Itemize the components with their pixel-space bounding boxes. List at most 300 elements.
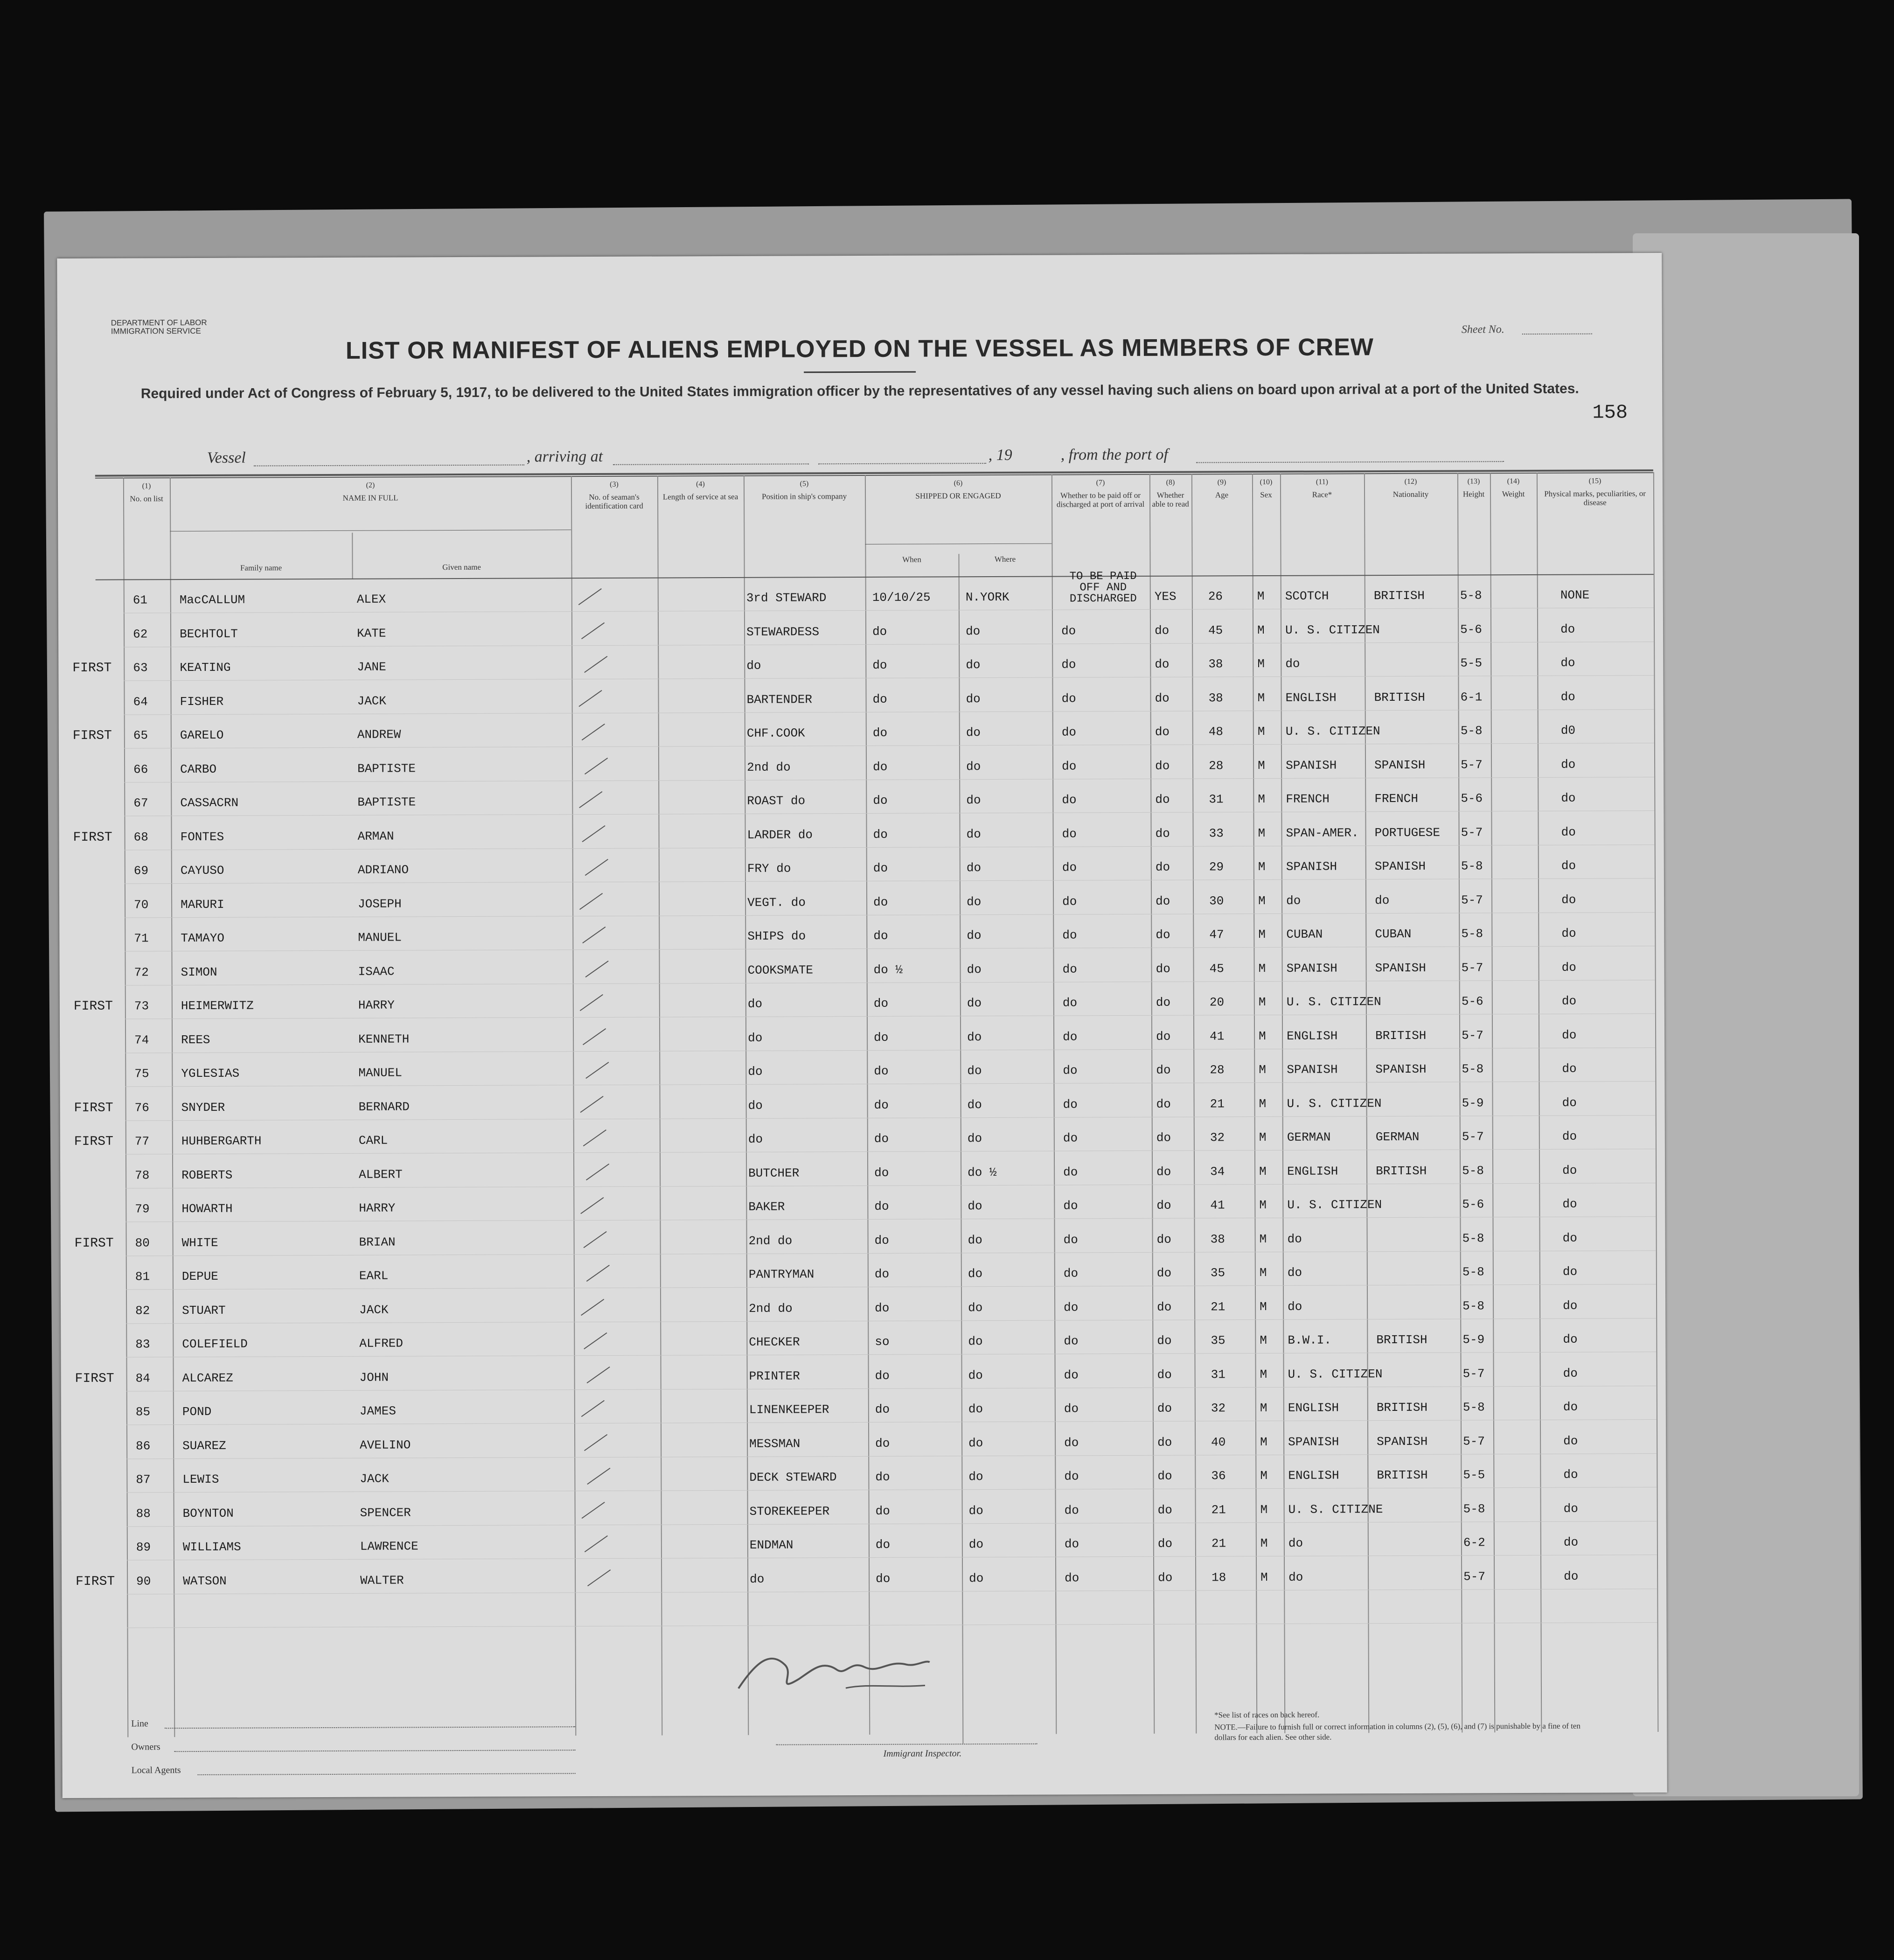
height-cell: 5-7 (1461, 757, 1483, 772)
family-name-cell: KEATING (180, 660, 231, 675)
given-name-cell: BERNARD (358, 1099, 410, 1114)
row-guide (124, 743, 1654, 748)
row-guide (126, 1284, 1656, 1290)
able-to-read-cell: do (1157, 1300, 1172, 1314)
race-cell: SPAN-AMER. (1286, 825, 1359, 840)
paid-off-cell: do (1064, 1503, 1079, 1517)
nationality-cell: SPANISH (1374, 859, 1426, 874)
when-cell: do (874, 1267, 890, 1281)
family-name-cell: MacCALLUM (179, 593, 245, 607)
where-cell: do (966, 861, 982, 875)
position-cell: PRINTER (749, 1368, 800, 1383)
row-guide (126, 1487, 1657, 1493)
height-cell: 5-8 (1462, 1163, 1484, 1178)
height-cell: 5-6 (1461, 994, 1483, 1009)
column-subheader: Where (994, 554, 1016, 564)
column-number: (7) (1096, 479, 1105, 487)
age-cell: 47 (1209, 928, 1224, 942)
row-guide (125, 1216, 1656, 1222)
given-name-cell: ISAAC (358, 964, 395, 979)
age-cell: 20 (1209, 995, 1225, 1010)
paid-off-cell: do (1064, 1537, 1079, 1551)
sex-cell: M (1259, 1164, 1267, 1179)
given-name-cell: ANDREW (357, 727, 401, 742)
column-divider (1051, 474, 1057, 1734)
where-cell: do (968, 1503, 983, 1518)
family-name-cell: BOYNTON (182, 1506, 234, 1521)
from-port-field (1196, 461, 1504, 463)
able-to-read-cell: do (1156, 894, 1170, 908)
height-cell: 5-8 (1462, 1062, 1484, 1076)
column-number: (10) (1260, 478, 1273, 487)
footer-line-field (165, 1726, 575, 1729)
race-cell: U. S. CITIZEN (1287, 1096, 1382, 1111)
sex-cell: M (1259, 1029, 1266, 1043)
position-cell: CHECKER (749, 1335, 800, 1349)
paid-off-cell: do (1062, 860, 1077, 875)
physical-marks-cell: do (1563, 1434, 1578, 1448)
given-name-cell: CARL (358, 1133, 388, 1148)
when-cell: do (875, 1504, 890, 1518)
family-name-cell: COLEFIELD (182, 1337, 248, 1352)
checkmark (583, 1028, 606, 1045)
row-guide (127, 1622, 1657, 1628)
physical-marks-cell: do (1563, 1501, 1578, 1516)
able-to-read-cell: YES (1154, 589, 1177, 604)
age-cell: 34 (1210, 1164, 1225, 1179)
row-guide (126, 1250, 1656, 1256)
able-to-read-cell: do (1156, 1232, 1171, 1247)
column-number: (14) (1507, 477, 1520, 486)
physical-marks-cell: do (1562, 1095, 1577, 1110)
row-guide (126, 1453, 1657, 1459)
row-guide (125, 1081, 1655, 1087)
race-cell: U. S. CITIZEN (1286, 995, 1381, 1009)
paid-off-cell: do (1061, 691, 1076, 706)
able-to-read-cell: do (1157, 1435, 1172, 1450)
when-cell: 10/10/25 (872, 590, 931, 605)
date-field (818, 463, 986, 464)
race-cell: ENGLISH (1287, 1164, 1338, 1179)
paid-off-cell: do (1062, 962, 1077, 976)
physical-marks-cell: do (1562, 1061, 1577, 1076)
where-cell: do (966, 725, 981, 740)
able-to-read-cell: do (1155, 725, 1170, 739)
sex-cell: M (1260, 1570, 1268, 1584)
physical-marks-cell: do (1561, 825, 1576, 839)
given-name-cell: SPENCER (360, 1505, 411, 1520)
sex-cell: M (1260, 1435, 1267, 1449)
when-cell: do (874, 1233, 889, 1248)
paid-off-cell: do (1063, 1199, 1078, 1213)
year-label: , 19 (988, 446, 1012, 464)
height-cell: 5-7 (1462, 1366, 1485, 1381)
able-to-read-cell: do (1154, 623, 1170, 638)
position-cell: do (746, 658, 761, 673)
race-cell: SCOTCH (1285, 589, 1329, 603)
physical-marks-cell: do (1564, 1569, 1579, 1583)
checkmark (579, 893, 603, 909)
family-name-cell: GARELO (180, 728, 224, 743)
list-number-cell: 61 (132, 593, 148, 607)
nationality-cell: CUBAN (1375, 927, 1412, 942)
nationality-cell: BRITISH (1376, 1400, 1428, 1415)
paid-off-cell: do (1064, 1300, 1079, 1314)
row-guide (127, 1555, 1657, 1560)
header-bottom-rule (96, 574, 1654, 580)
height-cell: 5-6 (1462, 1197, 1484, 1212)
age-cell: 45 (1209, 961, 1224, 976)
given-name-cell: JOHN (359, 1370, 389, 1385)
list-number-cell: 66 (133, 762, 148, 776)
row-guide (125, 1115, 1656, 1121)
position-cell: DECK STEWARD (749, 1470, 837, 1485)
name-sub-rule (170, 530, 571, 531)
position-cell: CHF.COOK (746, 726, 805, 740)
column-header: Physical marks, peculiarities, or disease (1544, 489, 1646, 507)
sex-cell: M (1257, 724, 1265, 739)
nationality-cell: BRITISH (1374, 690, 1425, 704)
given-name-cell: ALFRED (359, 1336, 404, 1351)
list-number-cell: 86 (136, 1438, 151, 1453)
where-cell: do (968, 1267, 983, 1281)
list-number-cell: 77 (134, 1134, 150, 1149)
checkmark (578, 588, 602, 605)
row-guide (125, 912, 1655, 918)
given-name-cell: JACK (357, 694, 387, 708)
nationality-cell: PORTUGESE (1374, 825, 1441, 840)
position-cell: FRY do (747, 861, 791, 876)
name-subdivider (352, 533, 353, 579)
when-cell: do (875, 1301, 890, 1315)
position-cell: do (747, 997, 763, 1011)
age-cell: 45 (1208, 623, 1223, 637)
race-cell: U. S. CITIZEN (1287, 1198, 1382, 1212)
position-cell: ENDMAN (749, 1538, 794, 1552)
given-name-cell: HARRY (358, 998, 395, 1012)
physical-marks-cell: do (1563, 1366, 1578, 1381)
where-cell: do (967, 1131, 982, 1146)
family-name-cell: SUAREZ (182, 1438, 226, 1453)
checkmark (585, 1062, 609, 1079)
checkmark (585, 757, 608, 774)
race-cell: do (1285, 656, 1300, 671)
margin-annotation: FIRST (72, 661, 112, 676)
when-cell: do (873, 793, 888, 808)
height-cell: 5-7 (1463, 1434, 1485, 1449)
list-number-cell: 72 (134, 965, 149, 979)
physical-marks-cell: do (1563, 1400, 1578, 1414)
given-name-cell: JANE (357, 660, 386, 674)
column-number: (5) (800, 480, 809, 488)
able-to-read-cell: do (1156, 1130, 1171, 1145)
physical-marks-cell: do (1560, 656, 1575, 670)
able-to-read-cell: do (1155, 792, 1170, 807)
ship-subdivider (958, 554, 963, 1744)
paid-off-cell: do (1063, 1165, 1078, 1179)
able-to-read-cell: do (1157, 1401, 1172, 1416)
nationality-cell: SPANISH (1377, 1434, 1428, 1449)
list-number-cell: 83 (135, 1337, 150, 1352)
physical-marks-cell: do (1563, 1298, 1578, 1313)
sex-cell: M (1258, 995, 1266, 1010)
paid-off-cell: TO BE PAID OFF AND DISCHARGED (1069, 570, 1137, 606)
checkmark (586, 1265, 610, 1282)
height-cell: 5-6 (1460, 622, 1482, 637)
column-divider (1252, 474, 1257, 1733)
sex-cell: M (1259, 1130, 1267, 1145)
paid-off-cell: do (1064, 1402, 1079, 1416)
column-number: (9) (1217, 478, 1226, 487)
given-name-cell: KATE (357, 626, 386, 641)
checkmark (586, 1163, 609, 1180)
column-header: Weight (1502, 489, 1525, 499)
list-number-cell: 64 (133, 694, 148, 709)
physical-marks-cell: NONE (1560, 588, 1590, 602)
given-name-cell: BAPTISTE (357, 795, 416, 809)
nationality-cell: GERMAN (1375, 1130, 1420, 1144)
when-cell: do (875, 1436, 890, 1451)
given-name-cell: ALEX (356, 592, 386, 607)
sex-cell: M (1257, 656, 1265, 671)
column-divider (1653, 472, 1658, 1732)
when-cell: do (874, 1199, 889, 1214)
age-cell: 38 (1208, 657, 1223, 671)
when-cell: do (874, 1098, 889, 1112)
column-subheader: Given name (442, 562, 481, 572)
race-cell: B.W.I. (1288, 1333, 1332, 1347)
age-cell: 29 (1209, 860, 1224, 874)
when-cell: do (873, 861, 888, 875)
sex-cell: M (1260, 1468, 1268, 1483)
race-cell: GERMAN (1287, 1130, 1331, 1144)
physical-marks-cell: do (1560, 622, 1575, 636)
row-guide (126, 1318, 1656, 1324)
column-header: Height (1462, 489, 1485, 499)
column-number: (1) (142, 482, 151, 490)
paid-off-cell: do (1063, 1097, 1078, 1111)
margin-annotation: FIRST (72, 728, 112, 743)
physical-marks-cell: do (1561, 960, 1576, 975)
row-guide (125, 946, 1655, 951)
when-cell: do (872, 624, 887, 639)
when-cell: do (872, 692, 887, 706)
checkmark (587, 1468, 610, 1485)
height-cell: 5-8 (1462, 1298, 1484, 1313)
checkmark (585, 1535, 608, 1552)
family-name-cell: POND (182, 1404, 212, 1419)
column-number: (8) (1166, 478, 1175, 487)
paid-off-cell: do (1064, 1367, 1079, 1382)
checkmark (580, 1095, 603, 1112)
family-name-cell: STUART (182, 1303, 226, 1318)
height-cell: 5-8 (1462, 1400, 1485, 1415)
list-number-cell: 88 (136, 1506, 151, 1521)
sex-cell: M (1257, 691, 1265, 705)
physical-marks-cell: do (1562, 1264, 1578, 1279)
family-name-cell: FONTES (180, 830, 224, 844)
sex-cell: M (1259, 1198, 1267, 1213)
list-number-cell: 68 (133, 830, 148, 844)
column-header: Nationality (1393, 489, 1429, 499)
sex-cell: M (1259, 1062, 1266, 1077)
family-name-cell: ROBERTS (181, 1168, 233, 1182)
nationality-cell: SPANISH (1375, 1062, 1427, 1077)
race-cell: U. S. CITIZEN (1285, 622, 1380, 637)
physical-marks-cell: do (1563, 1535, 1579, 1549)
column-divider (123, 478, 128, 1737)
family-name-cell: YGLESIAS (181, 1066, 240, 1081)
given-name-cell: JACK (360, 1472, 389, 1486)
column-number: (2) (366, 481, 375, 489)
age-cell: 26 (1208, 589, 1223, 604)
position-cell: do (748, 1132, 763, 1146)
position-cell: LINENKEEPER (749, 1402, 829, 1417)
age-cell: 28 (1210, 1063, 1225, 1077)
sex-cell: M (1258, 927, 1266, 942)
age-cell: 48 (1208, 725, 1224, 739)
able-to-read-cell: do (1156, 962, 1170, 976)
nationality-cell: BRITISH (1375, 1028, 1427, 1043)
where-cell: do (968, 1199, 982, 1214)
sex-cell: M (1260, 1536, 1268, 1551)
column-subheader: When (902, 555, 921, 564)
sex-cell: M (1258, 826, 1266, 840)
column-header: Whether to be paid off or discharged at port of arrival (1056, 490, 1145, 509)
family-name-cell: REES (181, 1032, 210, 1047)
given-name-cell: AVELINO (360, 1437, 411, 1452)
row-guide (124, 642, 1654, 647)
race-cell: do (1286, 893, 1301, 908)
physical-marks-cell: do (1562, 1231, 1577, 1245)
sex-cell: M (1258, 961, 1266, 976)
family-name-cell: SNYDER (181, 1100, 225, 1115)
checkmark (584, 1332, 607, 1349)
height-cell: 6-2 (1463, 1535, 1485, 1550)
where-cell: do (967, 962, 982, 977)
paid-off-cell: do (1062, 793, 1077, 807)
race-cell: do (1288, 1299, 1302, 1314)
sex-cell: M (1257, 623, 1265, 637)
age-cell: 35 (1210, 1266, 1226, 1280)
margin-annotation: FIRST (73, 830, 112, 845)
sex-cell: M (1260, 1401, 1267, 1416)
physical-marks-cell: do (1563, 1332, 1578, 1346)
age-cell: 41 (1210, 1029, 1225, 1043)
paid-off-cell: do (1064, 1334, 1079, 1348)
paid-off-cell: do (1062, 826, 1077, 841)
footer-agents-label: Local Agents (131, 1765, 181, 1776)
column-number: (11) (1316, 478, 1329, 486)
able-to-read-cell: do (1156, 1029, 1171, 1044)
race-cell: do (1288, 1536, 1303, 1550)
column-header: Race* (1312, 490, 1332, 499)
race-cell: do (1287, 1232, 1302, 1246)
sex-cell: M (1258, 859, 1266, 874)
nationality-cell: BRITISH (1373, 588, 1425, 603)
age-cell: 41 (1210, 1198, 1225, 1213)
sex-cell: M (1260, 1502, 1268, 1517)
list-number-cell: 90 (136, 1574, 151, 1588)
row-guide (124, 810, 1654, 816)
nationality-cell: BRITISH (1376, 1164, 1427, 1178)
given-name-cell: LAWRENCE (360, 1539, 418, 1554)
list-number-cell: 81 (135, 1269, 150, 1284)
checkmark (584, 656, 607, 673)
sex-cell: M (1258, 893, 1266, 908)
row-guide (124, 607, 1654, 613)
where-cell: do (968, 1436, 983, 1450)
position-cell: BARTENDER (746, 692, 813, 707)
able-to-read-cell: do (1156, 1063, 1171, 1077)
age-cell: 38 (1210, 1232, 1225, 1246)
when-cell: do (872, 725, 888, 740)
where-cell: do (968, 1368, 983, 1382)
column-divider (1537, 473, 1542, 1732)
margin-annotation: FIRST (74, 1236, 114, 1251)
paid-off-cell: do (1064, 1469, 1079, 1484)
able-to-read-cell: do (1156, 1198, 1171, 1213)
race-cell: SPANISH (1287, 1062, 1338, 1077)
age-cell: 30 (1209, 893, 1224, 908)
position-cell: VEGT. do (747, 895, 806, 910)
family-name-cell: LEWIS (182, 1472, 219, 1487)
sex-cell: M (1260, 1333, 1267, 1348)
able-to-read-cell: do (1157, 1333, 1172, 1348)
physical-marks-cell: do (1561, 791, 1576, 805)
list-number-cell: 71 (134, 931, 149, 946)
given-name-cell: BRIAN (359, 1235, 396, 1249)
position-cell: do (748, 1031, 763, 1045)
list-number-cell: 80 (135, 1235, 150, 1250)
where-cell: do (968, 1470, 983, 1484)
footnote-races: *See list of races on back hereof. (1214, 1710, 1320, 1720)
able-to-read-cell: do (1155, 691, 1170, 705)
column-divider (571, 476, 576, 1736)
column-header: No. on list (130, 494, 163, 503)
list-number-cell: 67 (133, 796, 148, 810)
able-to-read-cell: do (1158, 1570, 1173, 1585)
column-number: (15) (1588, 477, 1602, 485)
when-cell: do (873, 996, 889, 1011)
age-cell: 31 (1211, 1367, 1226, 1381)
able-to-read-cell: do (1156, 1266, 1172, 1280)
column-divider (1280, 474, 1285, 1733)
paid-off-cell: do (1063, 1266, 1079, 1281)
row-guide (125, 1149, 1656, 1154)
given-name-cell: EARL (359, 1269, 389, 1283)
paid-off-cell: do (1063, 1232, 1078, 1247)
list-number-cell: 87 (136, 1472, 151, 1487)
checkmark (584, 1231, 607, 1248)
column-number: (4) (696, 480, 705, 488)
vessel-field (254, 465, 524, 467)
checkmark (585, 859, 608, 876)
checkmark (582, 1501, 605, 1518)
family-name-cell: DEPUE (181, 1269, 218, 1284)
margin-annotation: FIRST (73, 999, 113, 1014)
vessel-label: Vessel (207, 449, 246, 467)
given-name-cell: ADRIANO (357, 863, 409, 877)
list-number-cell: 62 (133, 627, 148, 641)
checkmark (582, 927, 606, 943)
checkmark (583, 1130, 606, 1146)
sex-cell: M (1259, 1232, 1267, 1246)
position-cell: BUTCHER (748, 1165, 800, 1180)
family-name-cell: HOWARTH (181, 1201, 233, 1216)
height-cell: 5-8 (1460, 588, 1482, 603)
where-cell: do (968, 1402, 983, 1416)
